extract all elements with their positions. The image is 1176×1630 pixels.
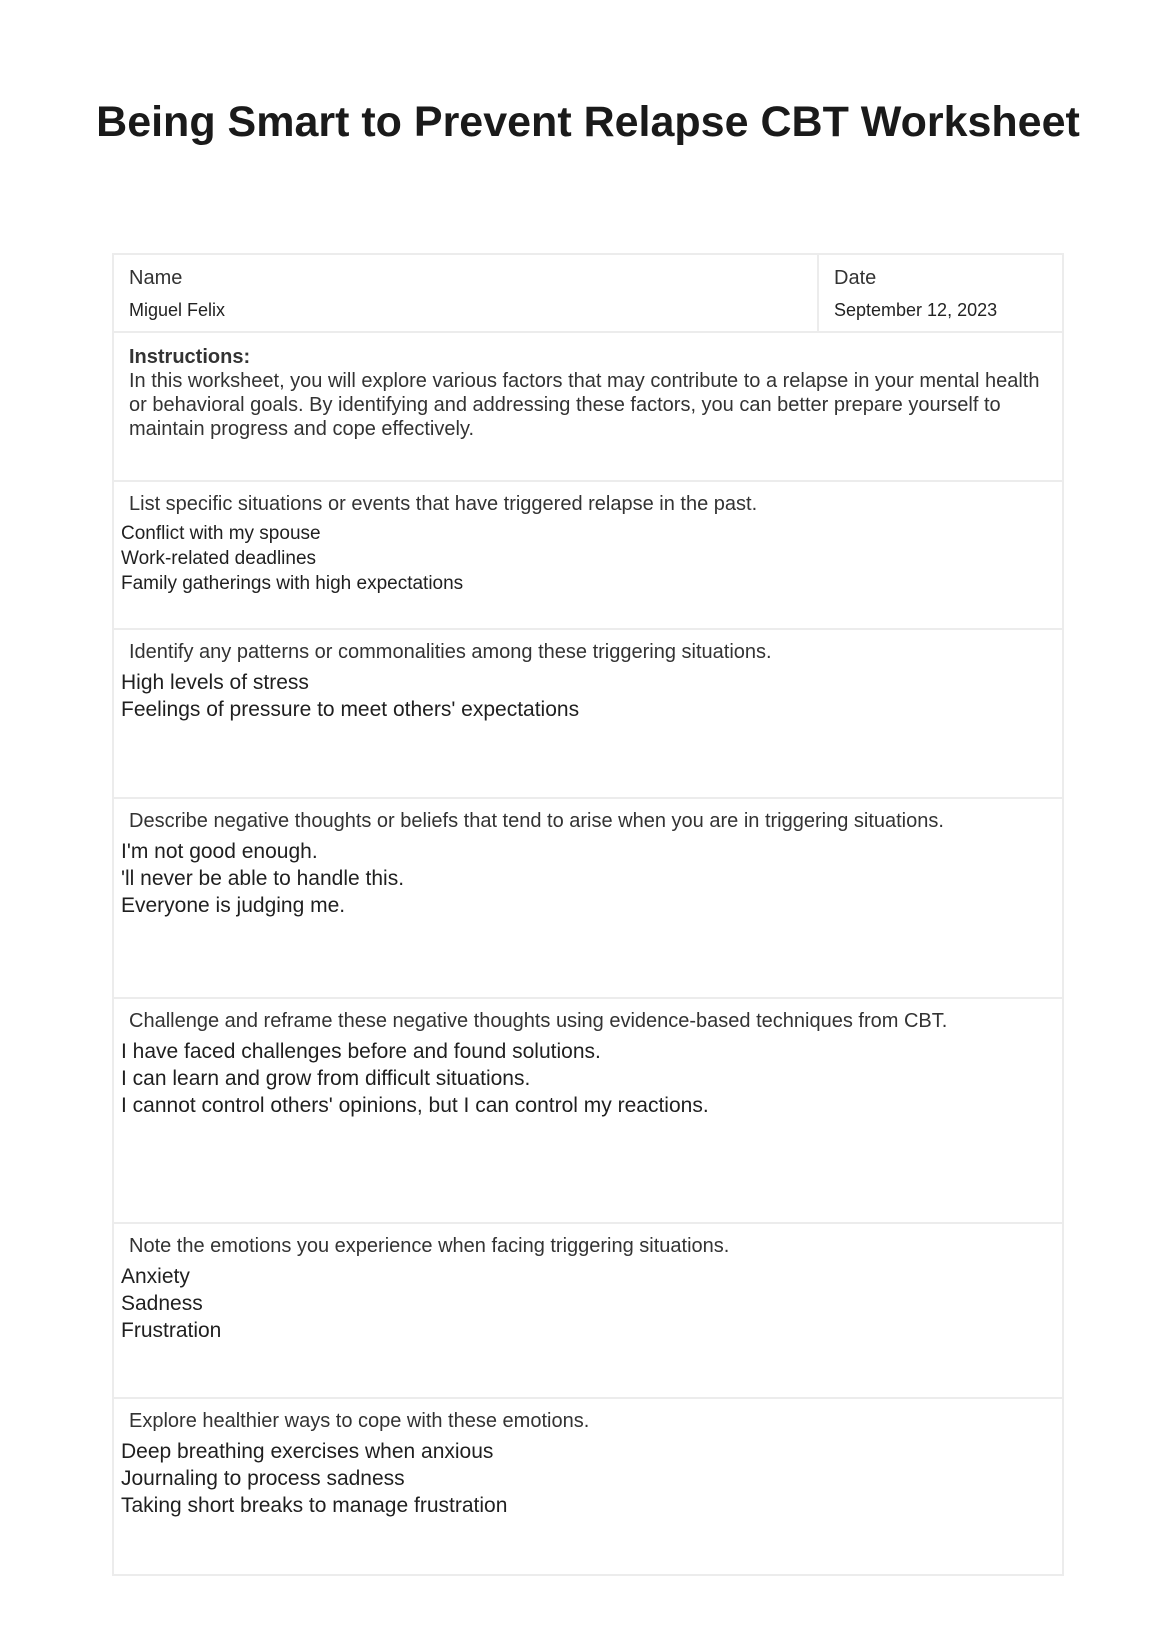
question-prompt: Identify any patterns or commonalities among these triggering situations. [129,641,772,663]
question-section [114,999,1062,1224]
answer-line: High levels of stress [121,671,309,694]
name-cell [114,255,819,331]
page-title: Being Smart to Prevent Relapse CBT Worksheet [96,98,1080,146]
question-section [114,630,1062,799]
answer-line: Work-related deadlines [121,548,317,569]
question-section [114,799,1062,999]
answer-line: I have faced challenges before and found solutions. [121,1040,601,1063]
date-value[interactable]: September 12, 2023 [834,300,998,320]
name-value[interactable]: Miguel Felix [129,300,226,320]
answer-line: Conflict with my spouse [121,523,321,544]
answer-line: I cannot control others' opinions, but I can control my reactions. [121,1094,709,1117]
answer-line: Taking short breaks to manage frustration [121,1494,508,1517]
worksheet-table [112,253,1064,1576]
answer-field[interactable] [121,521,1022,596]
date-label: Date [834,267,877,289]
date-cell [819,255,1062,331]
answer-field[interactable] [121,838,1022,919]
instructions-label: Instructions: [129,346,251,368]
answer-field[interactable] [121,1038,1022,1119]
answer-field[interactable] [121,669,1022,723]
name-label: Name [129,267,183,289]
question-section [114,482,1062,630]
answer-line: Everyone is judging me. [121,894,346,917]
question-section [114,1224,1062,1399]
header-row [114,255,1062,333]
answer-line: Family gatherings with high expectations [121,573,464,594]
question-section [114,1399,1062,1574]
instructions [114,333,1062,482]
answer-line: I'm not good enough. [121,840,318,863]
question-prompt: Explore healthier ways to cope with these emotions. [129,1410,590,1432]
answer-line: Frustration [121,1319,222,1342]
answer-line: Feelings of pressure to meet others' expectations [121,698,580,721]
question-prompt: Challenge and reframe these negative thoughts using evidence-based techniques from CBT. [129,1010,948,1032]
answer-field[interactable] [121,1263,1022,1344]
answer-line: Journaling to process sadness [121,1467,405,1490]
answer-line: Anxiety [121,1265,190,1288]
instructions-text: In this worksheet, you will explore various factors that may contribute to a relapse in your mental health or behavioral goals. By identifying and addressing these factors, you can better prepare yourself to maintain progress and cope effectively. [129,370,1040,440]
answer-line: Sadness [121,1292,203,1315]
question-prompt: List specific situations or events that have triggered relapse in the past. [129,493,758,515]
question-prompt: Note the emotions you experience when facing triggering situations. [129,1235,730,1257]
answer-line: 'll never be able to handle this. [121,867,405,890]
answer-line: Deep breathing exercises when anxious [121,1440,494,1463]
answer-field[interactable] [121,1438,1022,1519]
answer-line: I can learn and grow from difficult situations. [121,1067,531,1090]
question-prompt: Describe negative thoughts or beliefs that tend to arise when you are in triggering situations. [129,810,944,832]
